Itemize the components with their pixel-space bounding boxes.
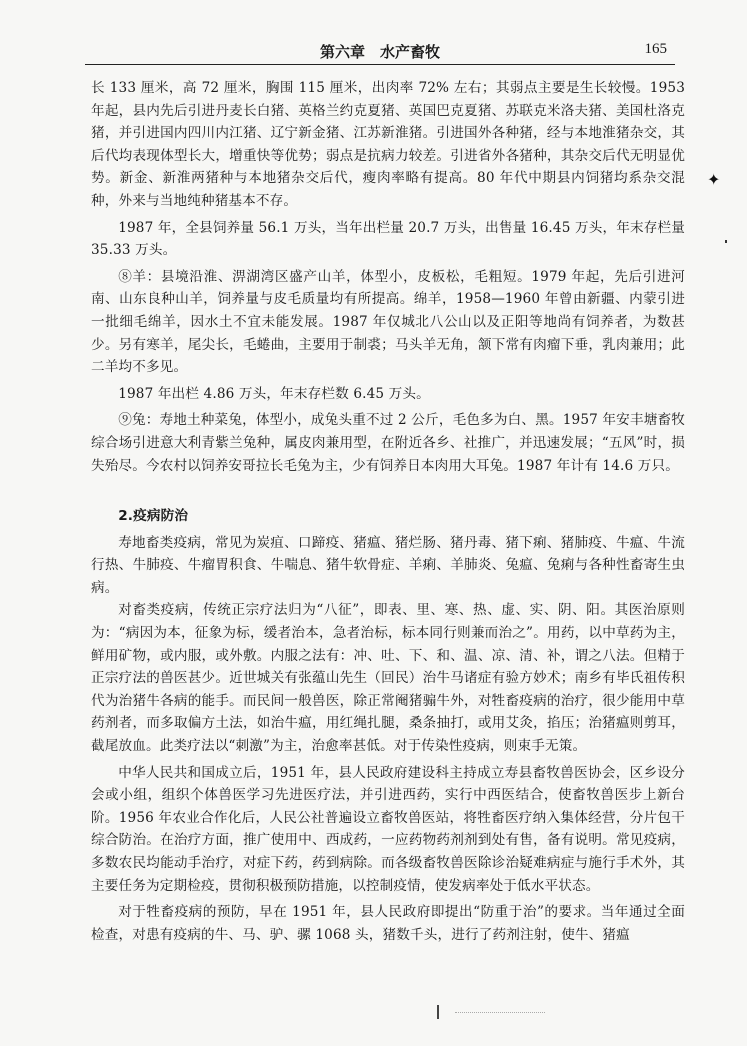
paragraph-rabbit: ⑨兔：寿地土种菜兔，体型小，成兔头重不过 2 公斤，毛色多为白、黑。1957 年安丰塘畜牧综合场引进意大利青紫兰兔种，属皮肉兼用型，在附近各乡、社推广，并迅速发展；“五风”时，损失殆尽。今农村以饲养安哥拉长毛兔为主，少有饲养日本肉用大耳兔。1987 年计有 14.6 万只。 bbox=[91, 412, 685, 474]
margin-dot-icon bbox=[725, 240, 727, 243]
paragraph-sheep-stats: 1987 年出栏 4.86 万头，年末存栏数 6.45 万头。 bbox=[118, 385, 430, 402]
paragraph-modern-vet: 中华人民共和国成立后，1951 年，县人民政府建设科主持成立寿县畜牧兽医协会，区乡设分会或小组，组织个体兽医学习先进医疗法，并引进西药，实行中西医结合，使畜牧兽医步上新台阶。1956 年农业合作化后，人民公社普遍设立畜牧兽医站，将牲畜医疗纳入集体经营，分片包干综合防治。在治疗方面，推广使用中、西成药，一应药物药剂剂到处有售，备有说明。常见疫病，多数农民均能动手治疗，对症下药，药到病除。而各级畜牧兽医除诊治疑难病症与施行手术外，其主要任务为定期检疫，贯彻积极预防措施，以控制疫情，使发病率处于低水平状态。 bbox=[91, 764, 685, 894]
paragraph-disease-list: 寿地畜类疫病，常见为炭疽、口蹄疫、猪瘟、猪烂肠、猪丹毒、猪下痢、猪肺疫、牛瘟、牛流行热、牛肺疫、牛瘤胃积食、牛喘息、猪牛软骨症、羊痢、羊肺炎、兔瘟、兔痢与各种性畜寄生虫病。 bbox=[91, 534, 685, 596]
scan-artifact-icon bbox=[437, 1005, 439, 1019]
page-body bbox=[91, 77, 685, 946]
paragraph-traditional-treatment: 对畜类疫病，传统正宗疗法归为“八征”，即表、里、寒、热、虚、实、阴、阳。其医治原则为：“病因为本，征象为标，缓者治本，急者治标，标本同行则兼而治之”。用药，以中草药为主，鲜用矿物，或内服，或外敷。内服之法有：冲、吐、下、和、温、凉、清、补，谓之八法。但精于正宗疗法的兽医甚少。近世城关有张蕴山先生（回民）治牛马诸症有验方妙术；南乡有毕氏祖传积代为治猪牛各病的能手。而民间一般兽医，除正常阉猪骟牛外，对牲畜疫病的治疗，很少能用中草药剂者，而多取偏方土法，如治牛瘟，用红绳扎腿，桑条抽打，或用艾灸，掐压；治猪瘟则剪耳，截尾放血。此类疗法以“刺激”为主，治愈率甚低。对于传染性疫病，则束手无策。 bbox=[91, 602, 685, 755]
page-header bbox=[85, 36, 675, 65]
paragraph-pig-stats: 1987 年，全县饲养量 56.1 万头，当年出栏量 20.7 万头，出售量 16.45 万头，年末存栏量 35.33 万头。 bbox=[91, 219, 685, 259]
page-number: 165 bbox=[644, 41, 667, 57]
scan-faint-artifact bbox=[455, 1012, 545, 1015]
paragraph-sheep: ⑧羊：县境沿淮、淠湖湾区盛产山羊，体型小，皮板松，毛粗短。1979 年起，先后引进河南、山东良种山羊，饲养量与皮毛质量均有所提高。绵羊，1958—1960 年曾由新疆、内蒙引进一批细毛绵羊，因水土不宜未能发展。1987 年仅城北八公山以及正阳等地尚有饲养者，为数甚少。另有寒羊，尾尖长，毛蜷曲，主要用于制裘；马头羊无角，颔下常有肉瘤下垂，乳肉兼用；此二羊均不多见。 bbox=[91, 268, 685, 376]
margin-mark-icon: ✦ bbox=[707, 170, 721, 189]
paragraph-prevention: 对于牲畜疫病的预防，早在 1951 年，县人民政府即提出“防重于治”的要求。当年通过全面检查，对患有疫病的牛、马、驴、骡 1068 头，猪数千头，进行了药剂注射，使牛、猪瘟 bbox=[91, 904, 685, 943]
chapter-title: 第六章 水产畜牧 bbox=[319, 43, 440, 61]
section-title: 2.疫病防治 bbox=[118, 508, 189, 525]
paragraph-pig-breeds: 长 133 厘米，高 72 厘米，胸围 115 厘米，出肉率 72% 左右；其弱点主要是生长较慢。1953 年起，县内先后引进丹麦长白猪、英格兰约克夏猪、英国巴克夏猪、苏联克米洛夫猪、美国杜洛克猪，并引进国内四川内江猪、辽宁新金猪、江苏新淮猪。引进国外各种猪，经与本地淮猪杂交，其后代均表现体型长大，增重快等优势；弱点是抗病力较差。引进省外各猪种，其杂交后代无明显优势。新金、新淮两猪种与本地猪杂交后代，瘦肉率略有提高。80 年代中期县内饲猪均系杂交混种，外来与当地纯种猪基本不存。 bbox=[91, 80, 685, 209]
